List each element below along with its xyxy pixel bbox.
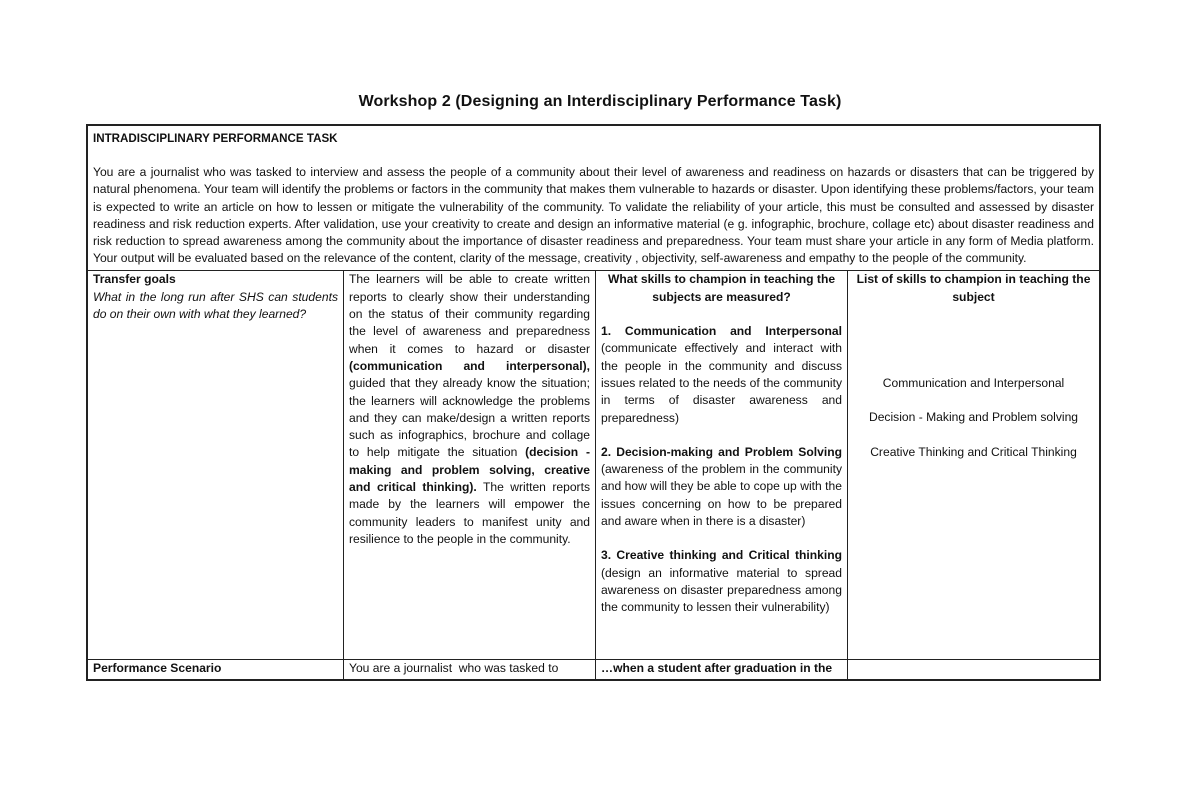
transfer-goals-label-cell <box>88 271 344 659</box>
page-title: Workshop 2 (Designing an Interdisciplinary Performance Task) <box>358 93 842 110</box>
skill-item <box>601 444 842 530</box>
transfer-goals-text-1: The learners will be able to create written reports to clearly show their understanding on the status of their community regarding the level of awareness and preparedness when it comes to hazard or disaster <box>349 272 590 356</box>
transfer-goals-label: Transfer goals <box>93 272 176 287</box>
performance-scenario-empty <box>848 660 1099 679</box>
skills-list-cell <box>848 271 1099 659</box>
transfer-goals-description-cell <box>344 271 596 659</box>
skill-description: (design an informative material to spread awareness on disaster preparedness among the community to lessen their vulnerability) <box>601 565 842 615</box>
skills-list <box>853 375 1094 461</box>
transfer-goals-bold-1: (communication and interpersonal), <box>349 358 590 373</box>
transfer-goals-question: What in the long run after SHS can students do on their own with what they learned? <box>93 289 338 322</box>
performance-scenario-row <box>88 659 1099 679</box>
transfer-goals-bold-2: (decision - making and problem solving, creative and critical thinking). <box>349 445 590 494</box>
intro-heading: INTRADISCIPLINARY PERFORMANCE TASK <box>93 132 338 145</box>
skill-item <box>601 323 842 427</box>
skills-list-item: Creative Thinking and Critical Thinking <box>870 444 1077 459</box>
transfer-goals-row <box>88 271 1099 659</box>
performance-scenario-label: Performance Scenario <box>88 660 344 679</box>
performance-task-table <box>86 124 1101 681</box>
skill-title: 1. Communication and Interpersonal <box>601 324 842 339</box>
skill-item <box>601 547 842 616</box>
skill-title: 2. Decision-making and Problem Solving <box>601 444 842 459</box>
skills-measured-cell <box>596 271 848 659</box>
skill-title: 3. Creative thinking and Critical thinking <box>601 548 842 563</box>
intro-paragraph: You are a journalist who was tasked to interview and assess the people of a community about their level of awareness and readiness on hazards or disasters that can be triggered by natural phenomena. Your team will identify the problems or factors in the community that makes them vulnerable to hazards or disaster. Upon identifying these problems/factors, your team is expected to write an article on how to lessen or mitigate the vulnerability of the community. To validate the reliability of your article, this must be consulted and assessed by disaster readiness and risk reduction experts. After validation, use your creativity to create and design an informative material (e g. infographic, brochure, collage etc) about disaster readiness and risk reduction to spread awareness among the community about the importance of disaster readiness and preparedness. Your team must share your article in any form of Media platform. Your output will be evaluated based on the relevance of the content, clarity of the message, creativity , objectivity, self-awareness and empathy to the people of the community. <box>93 165 1094 266</box>
performance-scenario-student: …when a student after graduation in the <box>596 660 848 679</box>
performance-scenario-text: You are a journalist who was tasked to <box>344 660 596 679</box>
skills-list-item: Communication and Interpersonal <box>882 376 1065 391</box>
skills-measured-header: What skills to champion in teaching the subjects are measured? <box>607 272 836 304</box>
skills-list-header: List of skills to champion in teaching the subject <box>856 272 1091 304</box>
skill-description: (communicate effectively and interact with the people in the community and discuss issues related to the needs of the community in terms of disaster awareness and preparedness) <box>601 341 842 425</box>
intro-cell <box>88 126 1099 271</box>
skills-list-item: Decision - Making and Problem solving <box>868 410 1079 425</box>
transfer-goals-text-3: The written reports made by the learners will empower the community leaders to manifest unity and resilience to the people in the community. <box>349 479 590 546</box>
transfer-goals-text-2: guided that they already know the situation; the learners will acknowledge the problems and they can make/design a written reports such as infographics, brochure and collage to help mitigate the situation <box>349 376 590 460</box>
skill-description: (awareness of the problem in the community and how will they be able to cope up with the issues concerning on how to be prepared and aware when in there is a disaster) <box>601 462 842 528</box>
